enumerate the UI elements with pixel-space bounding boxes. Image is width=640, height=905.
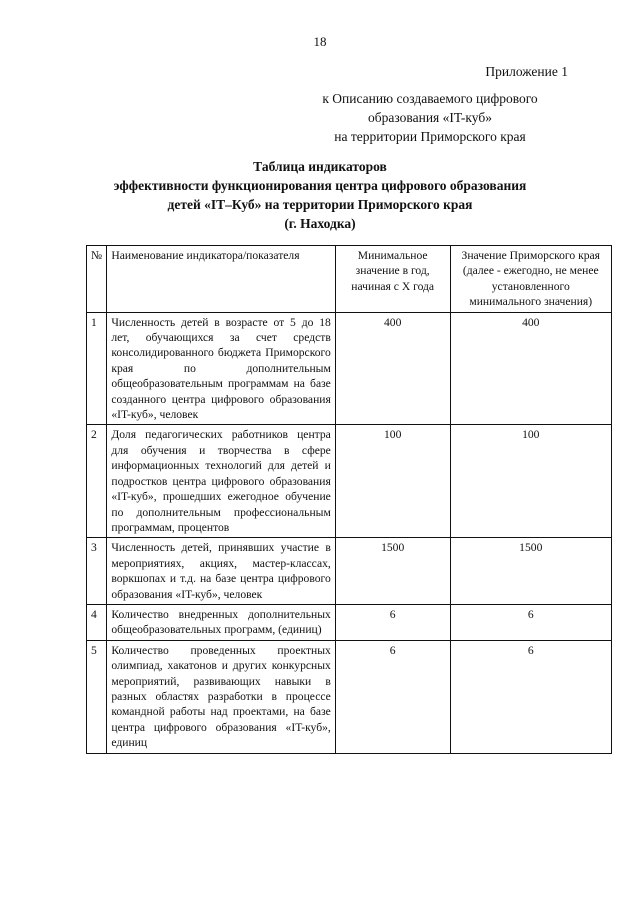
row-indicator-name: Количество внедренных дополнительных общеобразовательных программ, (единиц) [107,604,335,640]
row-region-value: 1500 [450,538,611,605]
header-region-value: Значение Приморского края (далее - ежегодно, не менее установленного минимального значения) [450,246,611,313]
row-number: 3 [87,538,107,605]
heading-line: эффективности функционирования центра цифрового образования [113,178,527,193]
row-region-value: 6 [450,604,611,640]
row-region-value: 400 [450,312,611,425]
table-row [87,312,612,425]
row-minimum-value: 1500 [335,538,450,605]
header-indicator-name: Наименование индикатора/показателя [107,246,335,313]
header-number: № [87,246,107,313]
appendix-line: на территории Приморского края [334,129,526,144]
header-minimum-value: Минимальное значение в год, начиная с X года [335,246,450,313]
appendix-title: Приложение 1 [485,64,568,79]
table-row [87,538,612,605]
table-row [87,425,612,538]
row-indicator-name: Доля педагогических работников центра для обучения и творчества в сфере информационных технологий для детей и подростков центра цифрового образования «IT-куб», прошедших ежегодное обучение по дополнительным профессиональным программам, процентов [107,425,335,538]
row-region-value: 6 [450,640,611,753]
indicators-table [86,245,612,754]
row-indicator-name: Количество проведенных проектных олимпиад, хакатонов и других конкурсных мероприятий, развивающих навыки в разных областях разработки в процессе командной работы над проектами, на базе центра цифрового образования «IT-куб», единиц [107,640,335,753]
row-number: 2 [87,425,107,538]
table-heading [0,157,640,233]
heading-line: Таблица индикаторов [253,159,387,174]
table-header-row [87,246,612,313]
row-number: 1 [87,312,107,425]
table-row [87,604,612,640]
appendix-block [280,62,580,146]
heading-line: (г. Находка) [284,216,356,231]
row-minimum-value: 6 [335,640,450,753]
row-number: 5 [87,640,107,753]
row-minimum-value: 6 [335,604,450,640]
table-row [87,640,612,753]
row-region-value: 100 [450,425,611,538]
row-indicator-name: Численность детей, принявших участие в мероприятиях, акциях, мастер-классах, воркшопах и т.д. на базе центра цифрового образования «IT-куб», человек [107,538,335,605]
row-minimum-value: 100 [335,425,450,538]
appendix-line: к Описанию создаваемого цифрового [322,91,538,106]
heading-line: детей «IT–Куб» на территории Приморского края [167,197,473,212]
row-minimum-value: 400 [335,312,450,425]
page-number: 18 [313,34,327,49]
row-number: 4 [87,604,107,640]
appendix-line: образования «IT-куб» [368,110,492,125]
row-indicator-name: Численность детей в возрасте от 5 до 18 лет, обучающихся за счет средств консолидированного бюджета Приморского края по дополнительным общеобразовательным программам на базе созданного центра цифрового образования «IT-куб», человек [107,312,335,425]
